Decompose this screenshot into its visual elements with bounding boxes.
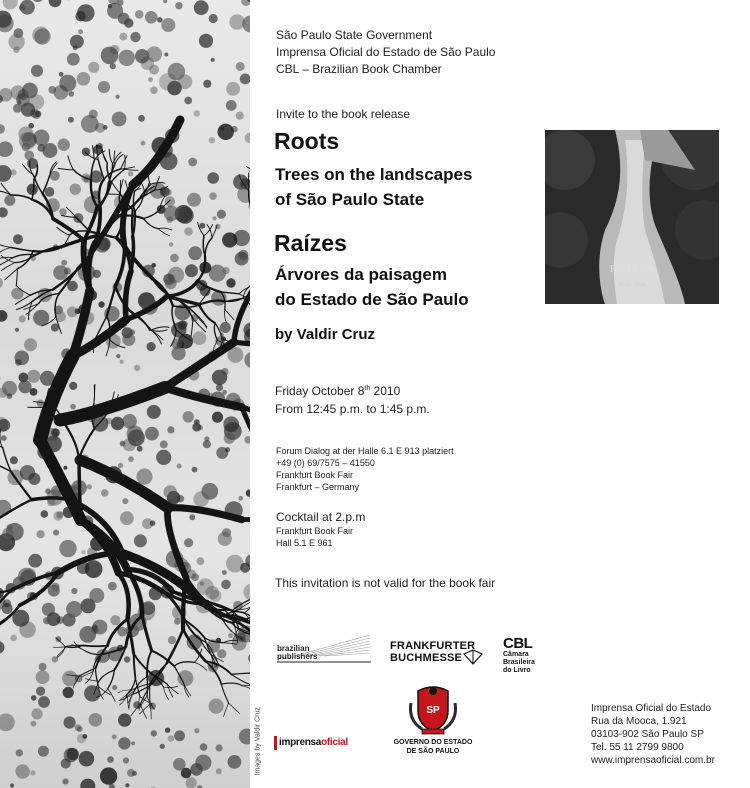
cover-title: RAÍZES: [609, 263, 655, 275]
organizer-line: CBL – Brazilian Book Chamber: [276, 62, 442, 76]
cbl-logo: [503, 636, 553, 678]
sp-coat-of-arms-icon: [408, 685, 458, 737]
brazilian-text: brazilian: [277, 644, 310, 653]
cover-author: Valdir Cruz: [618, 282, 646, 288]
venue-block: [276, 445, 454, 493]
organizers-list: [276, 27, 495, 78]
book-icon: [462, 648, 484, 666]
sp-badge-text: SP: [426, 705, 440, 716]
date-prefix: Friday October 8: [275, 384, 365, 398]
publishers-text: publishers: [277, 652, 318, 661]
cocktail-line: Frankfurt Book Fair: [276, 526, 354, 536]
frankfurter-buchmesse-logo: [390, 640, 490, 670]
photo-credit-text: Images by Valdir Cruz: [254, 707, 262, 776]
organizer-line: São Paulo State Government: [276, 28, 433, 42]
address-line: Tel. 55 11 2799 9800: [591, 742, 684, 753]
oficial-text: oficial: [321, 737, 348, 748]
subtitle-portuguese: [275, 262, 469, 312]
address-line: Imprensa Oficial do Estado: [591, 703, 712, 714]
cocktail-title: Cocktail at 2.p.m: [276, 510, 366, 524]
subtitle-english-line: Trees on the landscapes: [275, 165, 473, 184]
time-line: From 12:45 p.m. to 1:45 p.m.: [275, 402, 430, 416]
governo-line: DE SÃO PAULO: [406, 748, 460, 755]
invite-line: Invite to the book release: [276, 107, 411, 121]
website-link[interactable]: www.imprensaoficial.com.br: [591, 755, 715, 766]
tree-branches-graphic: [0, 0, 250, 788]
not-valid-notice: This invitation is not valid for the book fair: [275, 576, 496, 590]
imprensa-red-bar: [274, 736, 277, 750]
title-portuguese: Raízes: [274, 230, 347, 256]
subtitle-english-line: of São Paulo State: [275, 190, 425, 209]
photo-credit: [250, 700, 266, 780]
governo-sp-logo: [388, 685, 478, 760]
venue-line: +49 (0) 69/7575 – 41550: [276, 458, 375, 468]
brazilian-publishers-logo: [275, 632, 375, 666]
cbl-text: CBL: [503, 635, 533, 652]
address-line: 03103-902 São Paulo SP: [591, 729, 704, 740]
tree-canopy-photo: [0, 0, 250, 788]
book-cover-image: [545, 130, 719, 304]
venue-line: Frankfurt – Germany: [276, 482, 360, 492]
imprensa-oficial-logo: [274, 736, 366, 750]
subtitle-portuguese-line: Árvores da paisagem: [275, 265, 447, 284]
cbl-line: do Livro: [503, 667, 531, 674]
organizer-line: Imprensa Oficial do Estado de São Paulo: [276, 45, 496, 59]
date-line: [275, 380, 430, 400]
buchmesse-text: BUCHMESSE: [390, 652, 463, 664]
address-line: Rua da Mooca, 1.921: [591, 716, 687, 727]
cbl-line: Câmara: [503, 651, 529, 658]
venue-line: Frankfurt Book Fair: [276, 470, 354, 480]
cbl-line: Brasileira: [503, 659, 535, 666]
cocktail-block: [276, 509, 365, 549]
event-date: [275, 380, 430, 418]
author-line: by Valdir Cruz: [275, 326, 376, 343]
title-english: Roots: [274, 128, 340, 154]
date-year: 2010: [370, 384, 401, 398]
subtitle-portuguese-line: do Estado de São Paulo: [275, 290, 469, 309]
date-suffix: th: [364, 385, 371, 392]
governo-line: GOVERNO DO ESTADO: [393, 739, 473, 746]
subtitle-english: [275, 162, 472, 212]
venue-line: Forum Dialog at der Halle 6.1 E 913 platziert: [276, 446, 454, 456]
publisher-address: [591, 702, 715, 767]
book-cover: [545, 130, 719, 304]
frankfurter-text: FRANKFURTER: [390, 640, 476, 652]
cocktail-line: Hall 5.1 E 961: [276, 538, 333, 548]
imprensa-text: imprensa: [279, 737, 322, 748]
